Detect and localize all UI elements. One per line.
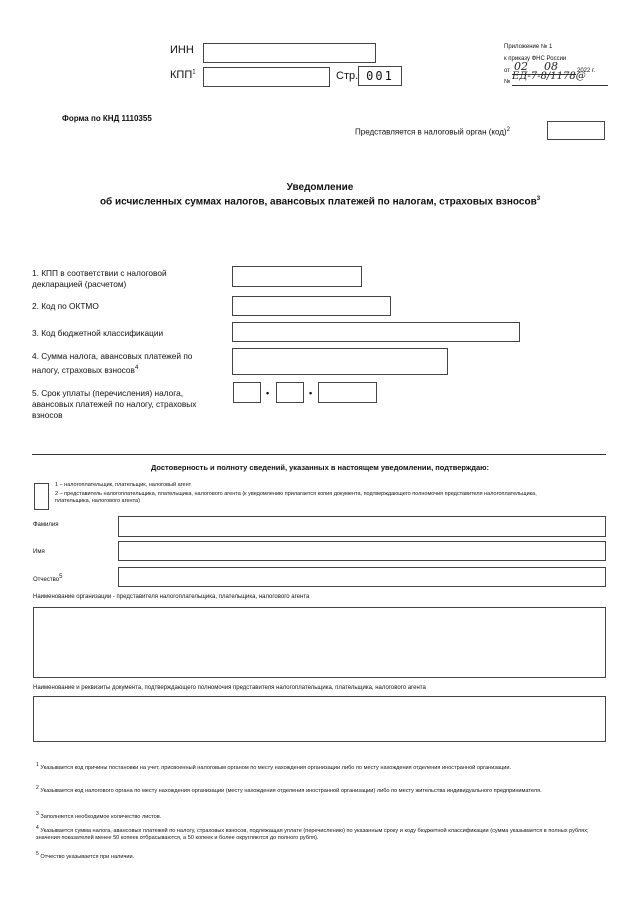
oktmo-field[interactable] [232, 296, 391, 316]
due-year-field[interactable] [318, 382, 377, 403]
field2-label: 2. Код по ОКТМО [32, 301, 99, 311]
footnote-3: $^3$ Заполняется необходимое количество листов. [36, 811, 162, 820]
doc-label: Наименование и реквизиты документа, подтверждающего полномочия представителя налогоплательщика, плательщика, налогового агента [33, 685, 426, 691]
name-field[interactable] [118, 541, 606, 561]
footnote-5: $^5$ Отчество указывается при наличии. [36, 851, 135, 860]
signer-type-field[interactable] [34, 483, 49, 510]
footnote-4: $^4$ Указывается сумма налога, авансовых платежей по налогу, страховых взносов, подлежащая уплате (перечислению) по указанным сроку и коду бюджетной классификации (сумма указывается в полных рублях; значения показателей менее 50 копеек отбрасываются, а 50 копеек и более округляются до полного рубля). [36, 825, 589, 842]
appendix-date-month: 08 [544, 60, 558, 73]
doc-title: Уведомление [286, 182, 354, 193]
org-name-field[interactable] [33, 607, 606, 678]
appendix-year: 2022 г. [577, 68, 596, 74]
patronymic-label: Отчество$^5$ [33, 574, 63, 583]
inn-field[interactable] [203, 43, 376, 63]
divider [32, 454, 606, 455]
surname-field[interactable] [118, 516, 606, 537]
inn-label: ИНН [170, 44, 194, 56]
signer-option-2: 2 – представитель налогоплательщика, плательщика, налогового агента (к уведомлению прилагается копия документа, подтверждающего полномочия представителя налогоплательщика, плательщика, налогового агента) [55, 491, 537, 504]
date-dot: • [266, 388, 270, 398]
org-label: Наименование организации - представителя налогоплательщика, плательщика, налогового агента [33, 594, 310, 600]
tax-amount-field[interactable] [232, 348, 448, 375]
kpp-declaration-field[interactable] [232, 266, 362, 287]
surname-label: Фамилия [33, 522, 59, 528]
appendix-date-day: 02 [514, 60, 528, 73]
kbk-field[interactable] [232, 322, 520, 342]
appendix-from: от [504, 68, 510, 74]
due-day-field[interactable] [233, 382, 261, 403]
kpp-label: КПП$^1$ [170, 69, 196, 81]
field1-label: 1. КПП в соответствии с налоговой декларацией (расчетом) [32, 268, 167, 289]
footnote-1: $^1$ Указывается код причины постановки на учет, присвоенный налоговым органом по месту нахождения организации либо по месту нахождения отделения иностранной организации. [36, 762, 512, 771]
kpp-field[interactable] [203, 67, 330, 87]
patronymic-field[interactable] [118, 567, 606, 587]
field4-label: 4. Сумма налога, авансовых платежей по налогу, страховых взносов$^4$ [32, 351, 193, 375]
field3-label: 3. Код бюджетной классификации [32, 328, 164, 338]
field5-label: 5. Срок уплаты (перечисления) налога, авансовых платежей по налогу, страховых взносов [32, 388, 197, 420]
confirm-title: Достоверность и полноту сведений, указанных в настоящем уведомлении, подтверждаю: [150, 463, 490, 472]
date-dot: • [309, 388, 313, 398]
footnote-2: $^2$ Указывается код налогового органа по месту нахождения организации (месту нахождения отделения иностранной организации) либо по месту жительства индивидуального предпринимателя. [36, 785, 542, 794]
name-label: Имя [33, 549, 45, 555]
page-number-field[interactable]: 001 [358, 66, 402, 86]
appendix-number: ЕД-7-8/1178@ [512, 71, 586, 82]
tax-authority-field[interactable] [547, 121, 605, 140]
appendix-line1: Приложение № 1 [504, 44, 553, 50]
appendix-no: № [504, 79, 511, 85]
due-month-field[interactable] [276, 382, 304, 403]
tax-authority-label: Представляется в налоговый орган (код)$^2$ [355, 127, 510, 137]
page-label: Стр. [336, 70, 359, 82]
appendix-line2: к приказу ФНС России [504, 56, 567, 62]
doc-subtitle: об исчисленных суммах налогов, авансовых платежей по налогам, страховых взносов$^3$ [99, 196, 541, 208]
signer-option-1: 1 – налогоплательщик, плательщик, налоговый агент [55, 482, 192, 488]
form-knd: Форма по КНД 1110355 [62, 114, 152, 123]
doc-details-field[interactable] [33, 696, 606, 742]
